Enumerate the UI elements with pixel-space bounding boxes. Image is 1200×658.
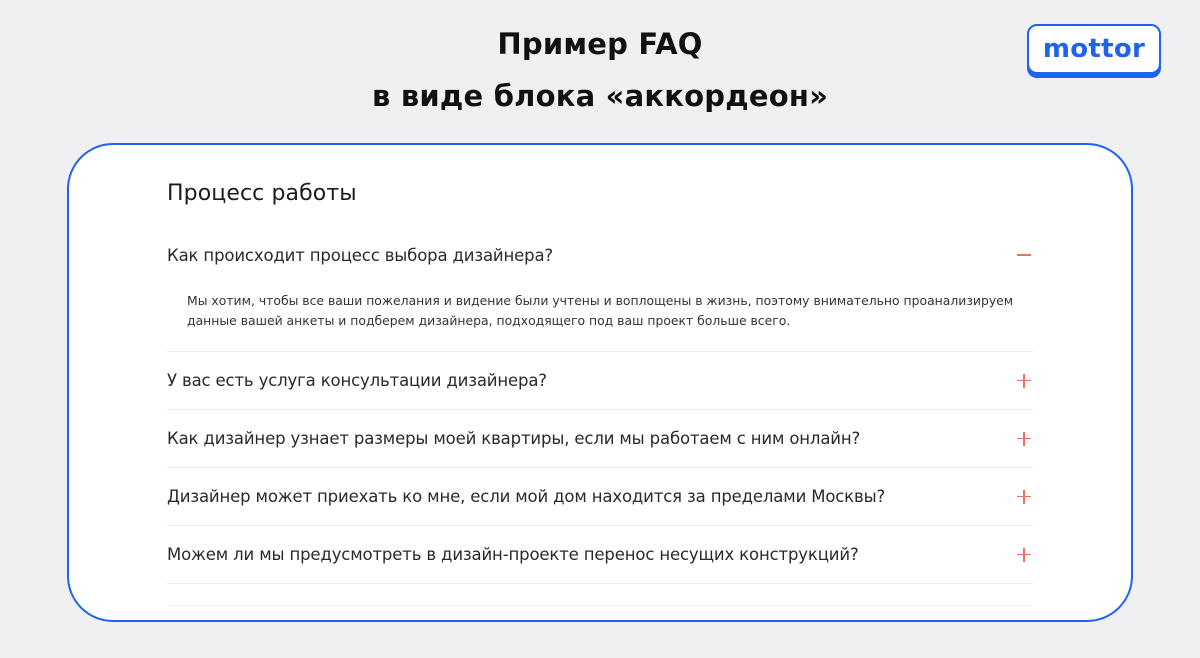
page-title <box>0 18 1200 122</box>
plus-icon[interactable] <box>1017 374 1031 388</box>
page-title-line-1: Пример FAQ <box>497 27 703 61</box>
plus-icon-bar-v <box>1023 374 1025 388</box>
plus-icon[interactable] <box>1017 432 1031 446</box>
plus-icon-bar-v <box>1023 548 1025 562</box>
minus-icon-bar <box>1017 254 1031 256</box>
faq-answer-line: данные вашей анкеты и подберем дизайнера, подходящего под ваш проект больше всего. <box>187 313 791 328</box>
faq-item <box>167 468 1033 526</box>
faq-answer <box>167 283 1033 351</box>
plus-icon-bar-v <box>1023 490 1025 504</box>
faq-answer-line: Мы хотим, чтобы все ваши пожелания и видение были учтены и воплощены в жизнь, поэтому внимательно проанализируем <box>187 293 1014 308</box>
page-title-line-2: в виде блока «аккордеон» <box>372 79 828 113</box>
faq-question-toggle[interactable] <box>167 410 1033 467</box>
faq-card <box>67 143 1133 622</box>
faq-question-text: Как происходит процесс выбора дизайнера? <box>167 245 554 265</box>
faq-accordion <box>167 227 1033 584</box>
mottor-logo: mottor <box>1027 24 1161 74</box>
faq-item <box>167 352 1033 410</box>
section-title: Процесс работы <box>167 181 357 206</box>
faq-item <box>167 410 1033 468</box>
faq-question-toggle[interactable] <box>167 352 1033 409</box>
faq-question-toggle[interactable] <box>167 526 1033 583</box>
plus-icon[interactable] <box>1017 490 1031 504</box>
minus-icon[interactable] <box>1017 248 1031 262</box>
faq-question-text: У вас есть услуга консультации дизайнера? <box>167 371 547 390</box>
faq-question-toggle[interactable] <box>167 227 1033 283</box>
divider <box>167 605 1033 606</box>
faq-question-text: Можем ли мы предусмотреть в дизайн-проекте перенос несущих конструкций? <box>167 545 859 564</box>
faq-question-text: Как дизайнер узнает размеры моей квартиры, если мы работаем с ним онлайн? <box>167 429 861 448</box>
plus-icon[interactable] <box>1017 548 1031 562</box>
plus-icon-bar-v <box>1023 432 1025 446</box>
faq-question-text: Дизайнер может приехать ко мне, если мой дом находится за пределами Москвы? <box>167 487 886 506</box>
faq-item <box>167 227 1033 352</box>
faq-item <box>167 526 1033 584</box>
faq-question-toggle[interactable] <box>167 468 1033 525</box>
